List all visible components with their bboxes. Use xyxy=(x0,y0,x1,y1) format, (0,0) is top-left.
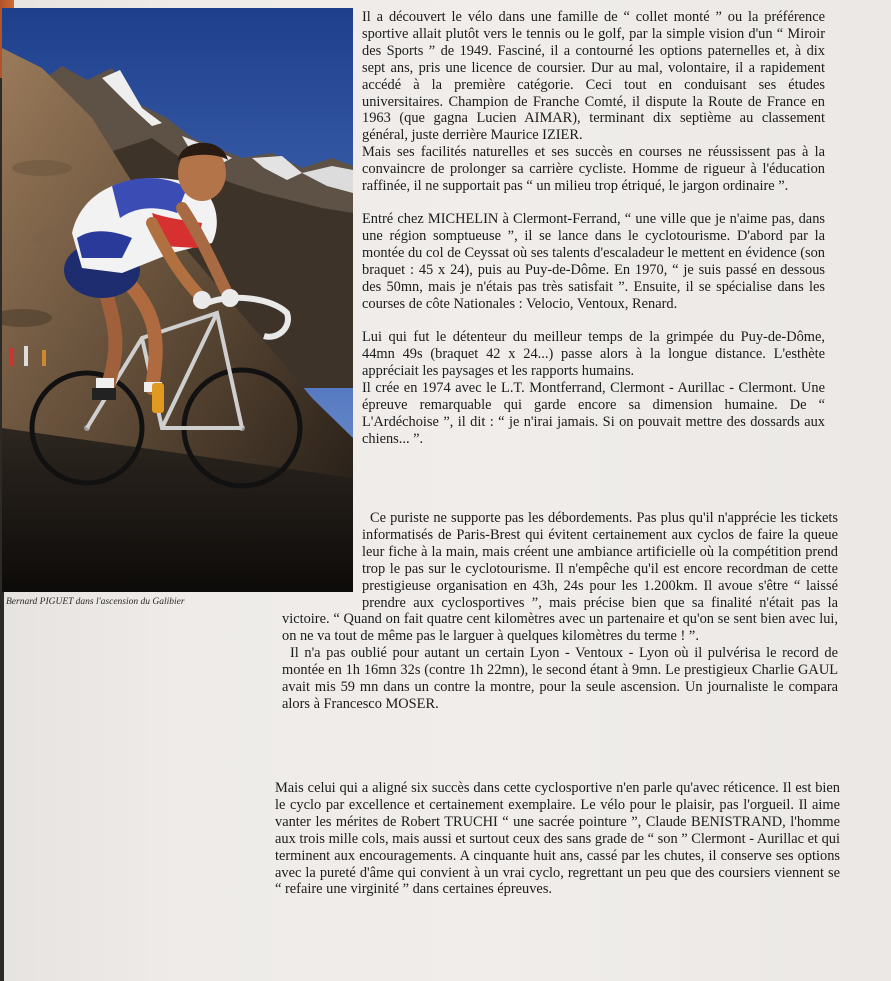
paragraph-4: Lui qui fut le détenteur du meilleur temps de la grimpée du Puy-de-Dôme, 44mn 49s (braquet 42 x 24...) passe alors à la longue distance. L'esthète appréciait les paysages et les rapports humains. xyxy=(362,329,825,380)
paragraph-8: Mais celui qui a aligné six succès dans cette cyclosportive n'en parle qu'avec réticence. Il est bien le cyclo par excellence et certainement exemplaire. Le vélo pour le plaisir, pas l'orgueil. Il aime vanter les mérites de Robert TRUCHI “ une sacrée pointure ”, Claude BENISTRAND, l'homme aux trois mille cols, mais aussi et surtout ceux des sans grade de “ son ” Clermont - Aurillac et qui terminent aux encouragements. A cinquante huit ans, cassé par les chutes, il conserve ses options avec la pureté d'âme qui convient à un vrai cyclo, regrettant un peu que des coursiers viennent se “ refaire une virginité ” dans certaines épreuves. xyxy=(275,780,840,898)
photo-wrap-space xyxy=(282,510,362,609)
paragraph-6: Ce puriste ne supporte pas les débordements. Pas plus qu'il n'apprécie les tickets informatisés de Paris-Brest qui évitent certainement aux cyclos de faire la queue leur fiche à la main, mais créent une ambiance artificielle où la compétition prend trop le pas sur le cyclotourisme. Il n'empêche qu'il est encore recordman de cette prestigieuse organisation en 43h, 24s pour les 1.200km. Il avoue s'être “ laissé prendre aux cyclosportives ”, mais précise bien que sa finalité n'était pas la victoire. “ Quand on fait quatre cent kilomètres avec un partenaire et qu'on se sent bien avec lui, on ne va tout de même pas le larguer à quelques kilomètres du terme ! ”. xyxy=(282,510,838,645)
paragraph-5: Il crée en 1974 avec le L.T. Montferrand, Clermont - Aurillac - Clermont. Une épreuve remarquable qui garde encore sa dimension humaine. De “ L'Ardéchoise ”, il dit : “ je n'irai jamais. Si on pouvait mettre des dossards aux chiens... ”. xyxy=(362,380,825,447)
article-column-top xyxy=(362,9,825,448)
paragraph-2: Mais ses facilités naturelles et ses succès en courses ne réussissent pas à la convaincre de prolonger sa carrière cycliste. Homme de rigueur à l'éducation raffinée, il ne supportait pas “ un milieu trop étriqué, le jargon ordinaire ”. xyxy=(362,144,825,195)
article-column-bottom xyxy=(275,780,840,898)
cyclist-photo-icon xyxy=(2,8,353,592)
article-column-mid xyxy=(282,510,838,713)
paragraph-3: Entré chez MICHELIN à Clermont-Ferrand, “ une ville que je n'aime pas, dans une région somptueuse ”, il se lance dans le cyclotourisme. D'abord par la montée du col de Ceyssat où ses talents d'escaladeur le mettent en évidence (son braquet : 45 x 24), puis au Puy-de-Dôme. En 1970, “ je suis passé en dessous des 50mn, mais je n'étais pas très satisfait ”. Ensuite, il se spécialise dans les courses de côte Nationales : Velocio, Ventoux, Renard. xyxy=(362,211,825,312)
paragraph-7: Il n'a pas oublié pour autant un certain Lyon - Ventoux - Lyon où il pulvérisa le record de montée en 1h 16mn 32s (contre 1h 22mn), le second étant à 9mn. Le prestigieux Charlie GAUL avait mis 59 mn dans un contre la montre, pour la seule ascension. Un journaliste le compara alors à Francesco MOSER. xyxy=(282,645,838,712)
paragraph-1: Il a découvert le vélo dans une famille de “ collet monté ” ou la préférence sportive allait plutôt vers le tennis ou le golf, par la simple vision d'un “ Miroir des Sports ” de 1949. Fasciné, il a contourné les options paternelles et, à dix sept ans, pris une licence de coursier. Dur au mal, volontaire, il a rapidement accédé à la première catégorie. Ceci tout en conduisant ses études universitaires. Champion de Franche Comté, il dispute la Route de France en 1963 (que gagna Lucien AIMAR), terminant dix septième au classement général, juste derrière Maurice IZIER. xyxy=(362,9,825,144)
photo-caption: Bernard PIGUET dans l'ascension du Galibier xyxy=(6,597,185,607)
cyclist-photo xyxy=(2,8,353,592)
